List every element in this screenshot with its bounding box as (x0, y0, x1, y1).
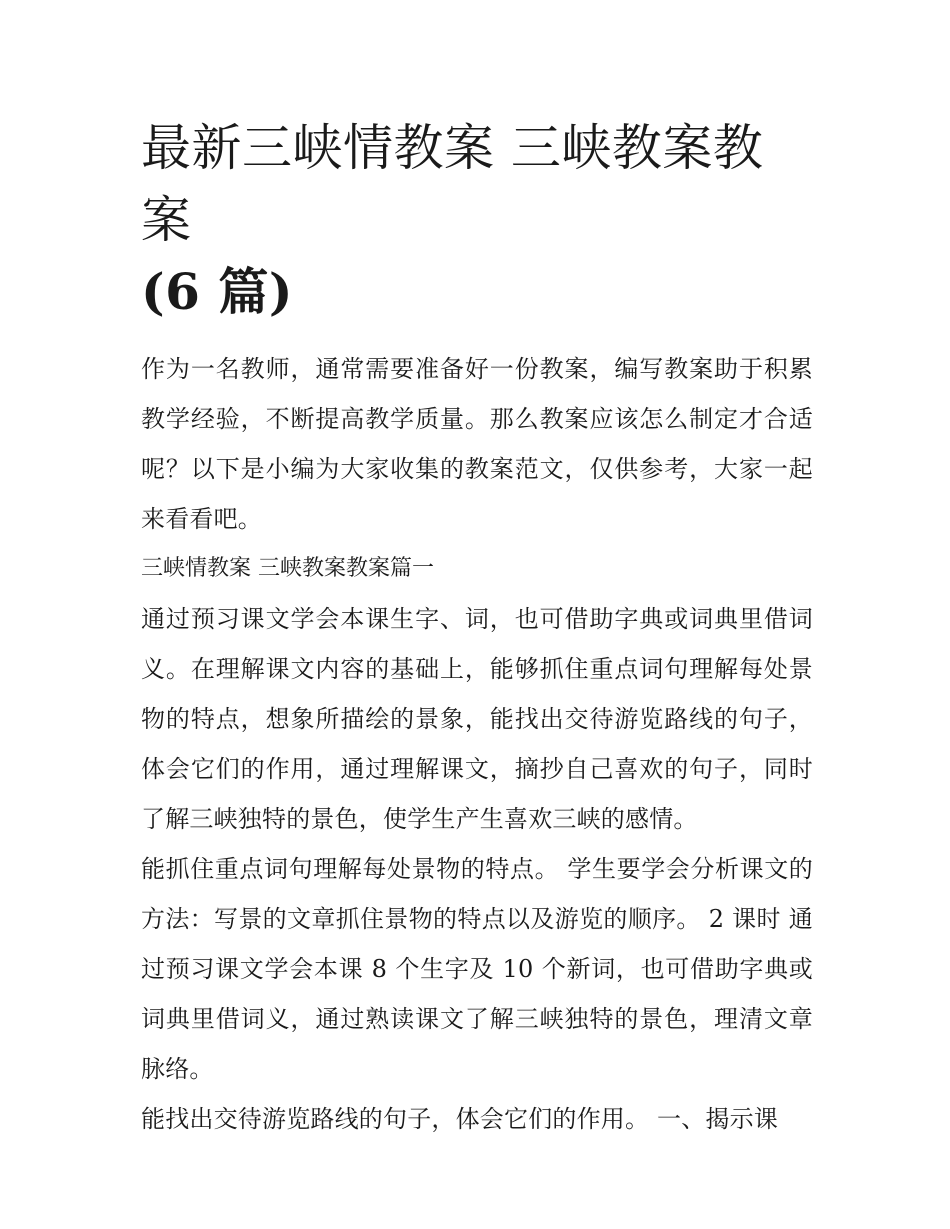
document-title-suffix: (6 篇) (141, 262, 294, 321)
intro-paragraph: 作为一名教师，通常需要准备好一份教案，编写教案助于积累教学经验，不断提高教学质量。那么教案应该怎么制定才合适呢？以下是小编为大家收集的教案范文，仅供参考，大家一起来看看吧。 (141, 355, 813, 533)
document-title (141, 112, 813, 328)
document-title-main: 最新三峡情教案 三峡教案教案 (141, 119, 764, 249)
body-paragraph-2: 能抓住重点词句理解每处景物的特点。 学生要学会分析课文的方法：写景的文章抓住景物的特点以及游览的顺序。 2 课时 通过预习课文学会本课 8 个生字及 10 个新词，也可借助字典或词典里借词义，通过熟读课文了解三峡独特的景色，理清文章脉络。 (141, 855, 813, 1083)
section-heading: 三峡情教案 三峡教案教案篇一 (141, 556, 434, 581)
document-page (141, 112, 813, 1144)
body-paragraph-1: 通过预习课文学会本课生字、词，也可借助字典或词典里借词义。在理解课文内容的基础上，能够抓住重点词句理解每处景物的特点，想象所描绘的景象，能找出交待游览路线的句子，体会它们的作用，通过理解课文，摘抄自己喜欢的句子，同时了解三峡独特的景色，使学生产生喜欢三峡的感情。 (141, 605, 813, 833)
body-paragraph-3: 能找出交待游览路线的句子，体会它们的作用。 一、揭示课 (141, 1105, 779, 1133)
